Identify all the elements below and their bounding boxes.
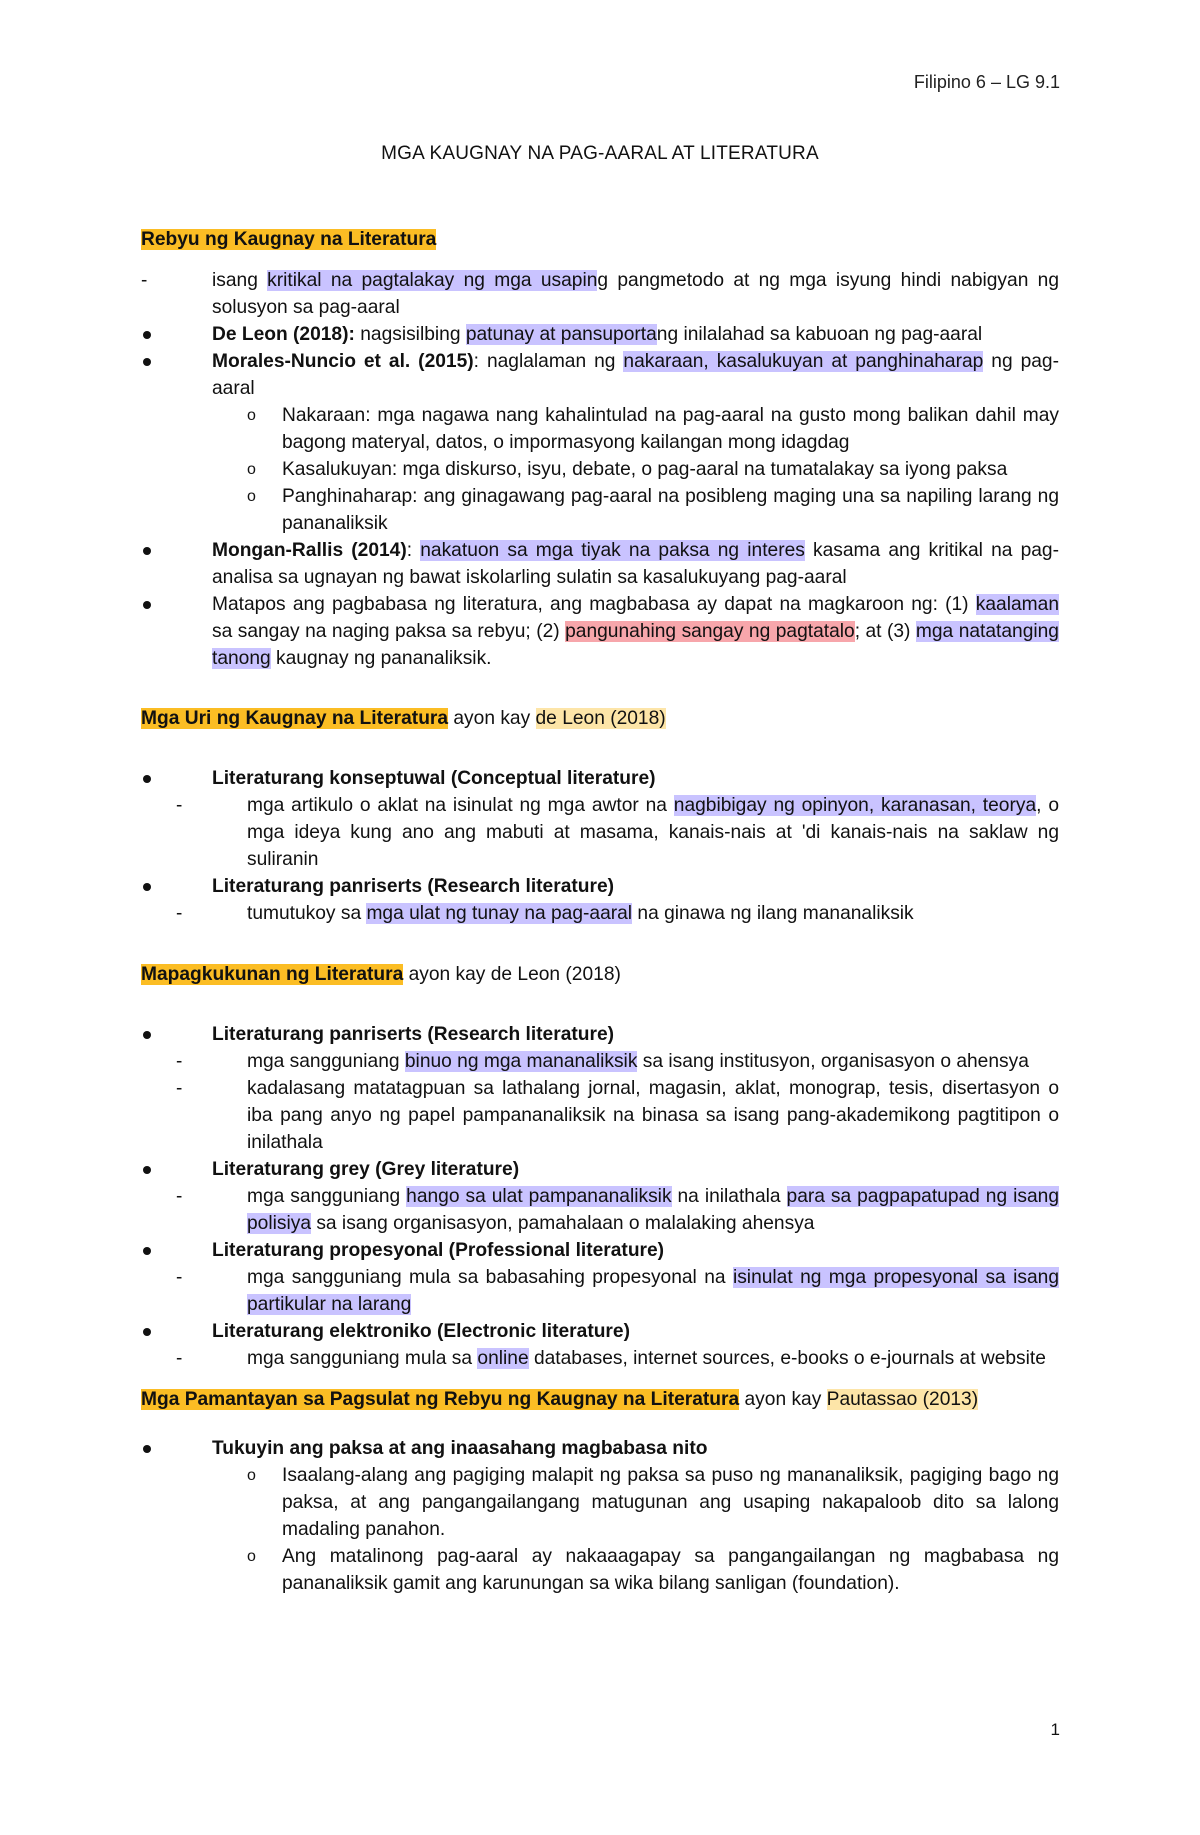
dash-marker: - (176, 1050, 183, 1072)
list-item: Literaturang elektroniko (Electronic literature) (141, 1318, 1059, 1345)
list-item: Literaturang panriserts (Research literature) (141, 1021, 1059, 1048)
list-item: Literaturang konseptuwal (Conceptual literature) (141, 765, 1059, 792)
circle-marker: o (247, 488, 256, 505)
sub-item: o Ang matalinong pag-aaral ay nakaaagapay sa pangangailangan ng magbabasa ng pananaliksik gamit ang karunungan sa wika bilang sanligan (foundation). (141, 1543, 1059, 1597)
list-item: - isang kritikal na pagtalakay ng mga usaping pangmetodo at ng mga isyung hindi nabigyan ng solusyon sa pag-aaral (141, 267, 1059, 321)
bullet-icon (143, 331, 151, 339)
bullet-icon (143, 547, 151, 555)
section-list-rebyu (141, 267, 1059, 672)
section-heading-rebyu: Rebyu ng Kaugnay na Literatura (141, 229, 437, 250)
bullet-icon (143, 1031, 151, 1039)
sub-item: - mga sangguniang mula sa online databases, internet sources, e-books o e-journals at website (141, 1345, 1059, 1372)
list-item: Literaturang grey (Grey literature) (141, 1156, 1059, 1183)
sub-item: - mga sangguniang binuo ng mga mananaliksik sa isang institusyon, organisasyon o ahensya (141, 1048, 1059, 1075)
dash-marker: - (176, 1185, 183, 1207)
bullet-icon (143, 601, 151, 609)
document-body (141, 226, 1059, 1597)
document-title: MGA KAUGNAY NA PAG-AARAL AT LITERATURA (381, 143, 819, 164)
bullet-icon (143, 1166, 151, 1174)
dash-marker: - (176, 1077, 183, 1099)
list-item: Tukuyin ang paksa at ang inaasahang magbabasa nito (141, 1435, 1059, 1462)
bullet-icon (143, 883, 151, 891)
list-item: Matapos ang pagbabasa ng literatura, ang magbabasa ay dapat na magkaroon ng: (1) kaalaman sa sangay na naging paksa sa rebyu; (2) pangunahing sangay ng pagtatalo; at (3) mga natatanging tanong kaugnay ng pananaliksik. (141, 591, 1059, 672)
dash-marker: - (176, 1347, 183, 1369)
dash-marker: - (176, 795, 183, 817)
bullet-icon (143, 775, 151, 783)
list-item: Mongan-Rallis (2014): nakatuon sa mga tiyak na paksa ng interes kasama ang kritikal na pag-analisa sa ugnayan ng bawat iskolarling sulatin sa kasalukuyang pag-aaral (141, 537, 1059, 591)
section-heading-mapagkukunan: Mapagkukunan ng Literatura ayon kay de Leon (2018) (141, 963, 621, 985)
sub-item: - tumutukoy sa mga ulat ng tunay na pag-aaral na ginawa ng ilang mananaliksik (141, 900, 1059, 927)
list-item: Literaturang panriserts (Research literature) (141, 873, 1059, 900)
dash-marker: - (176, 1266, 183, 1288)
section-list-mapagkukunan (141, 1021, 1059, 1372)
sub-item: o Nakaraan: mga nagawa nang kahalintulad na pag-aaral na gusto mong balikan dahil may bagong materyal, datos, o impormasyong kailangan mong idagdag (141, 402, 1059, 456)
list-item: Literaturang propesyonal (Professional literature) (141, 1237, 1059, 1264)
page-number: 1 (1050, 1720, 1060, 1739)
section-heading-pamantayan: Mga Pamantayan sa Pagsulat ng Rebyu ng Kaugnay na Literatura ayon kay Pautassao (2013) (141, 1388, 979, 1410)
circle-marker: o (247, 1547, 256, 1565)
circle-marker: o (247, 461, 256, 478)
list-item: De Leon (2018): nagsisilbing patunay at pansuportang inilalahad sa kabuoan ng pag-aaral (141, 321, 1059, 348)
circle-marker: o (247, 1466, 256, 1484)
section-list-uri (141, 765, 1059, 927)
section-heading-uri: Mga Uri ng Kaugnay na Literatura ayon kay de Leon (2018) (141, 708, 666, 730)
bullet-icon (143, 1247, 151, 1255)
sub-item: o Panghinaharap: ang ginagawang pag-aaral na posibleng maging una sa napiling larang ng pananaliksik (141, 483, 1059, 537)
sub-item: o Kasalukuyan: mga diskurso, isyu, debate, o pag-aaral na tumatalakay sa iyong paksa (141, 456, 1059, 483)
circle-marker: o (247, 407, 256, 424)
bullet-icon (143, 1328, 151, 1336)
dash-marker: - (141, 270, 148, 291)
sub-item: o Isaalang-alang ang pagiging malapit ng paksa sa puso ng mananaliksik, pagiging bago ng paksa, at ang pangangailangang matugunan ang usaping nakapaloob dito sa lalong madaling panahon. (141, 1462, 1059, 1543)
sub-item: - mga sangguniang hango sa ulat pampananaliksik na inilathala para sa pagpapatupad ng isang polisiya sa isang organisasyon, pamahalaan o malalaking ahensya (141, 1183, 1059, 1237)
list-item: Morales-Nuncio et al. (2015): naglalaman ng nakaraan, kasalukuyan at panghinaharap ng pag-aaral (141, 348, 1059, 402)
sub-item: - kadalasang matatagpuan sa lathalang jornal, magasin, aklat, monograp, tesis, disertasyon o iba pang anyo ng papel pampananaliksik na binasa sa isang pang-akademikong pagtitipon o inilathala (141, 1075, 1059, 1156)
bullet-icon (143, 1445, 151, 1453)
sub-item: - mga artikulo o aklat na isinulat ng mga awtor na nagbibigay ng opinyon, karanasan, teorya, o mga ideya kung ano ang mabuti at masama, kanais-nais at 'di kanais-nais na saklaw ng suliranin (141, 792, 1059, 873)
dash-marker: - (176, 903, 183, 925)
sub-item: - mga sangguniang mula sa babasahing propesyonal na isinulat ng mga propesyonal sa isang partikular na larang (141, 1264, 1059, 1318)
section-list-pamantayan (141, 1435, 1059, 1597)
bullet-icon (143, 358, 151, 366)
page-header: Filipino 6 – LG 9.1 (913, 72, 1060, 92)
